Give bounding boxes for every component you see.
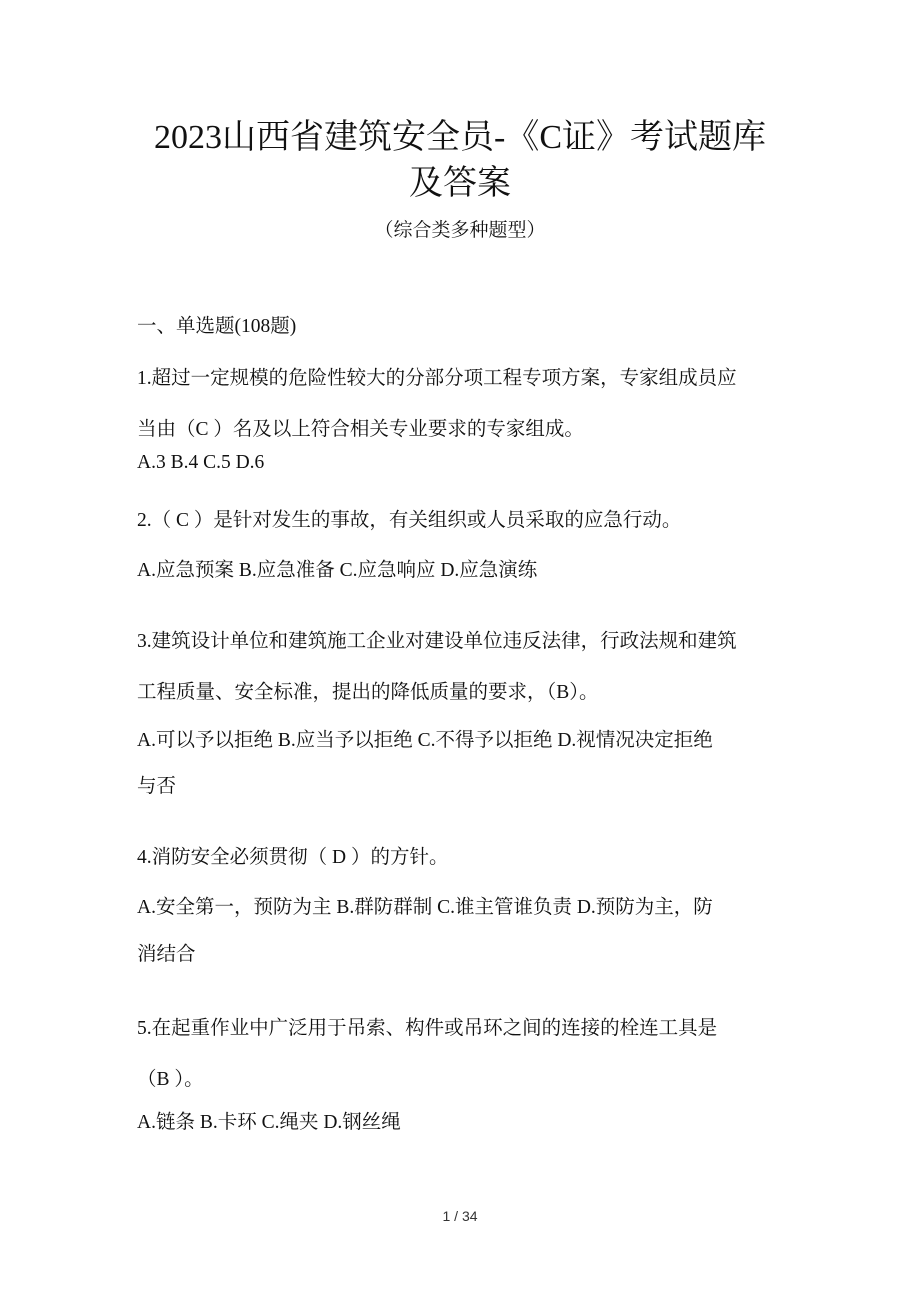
question-options: A.3 B.4 C.5 D.6 — [137, 452, 265, 473]
question-text: 3.建筑设计单位和建筑施工企业对建设单位违反法律，行政法规和建筑 — [137, 631, 737, 652]
section-heading: 一、单选题(108题) — [137, 316, 297, 337]
question-text: 1.超过一定规模的危险性较大的分部分项工程专项方案，专家组成员应 — [137, 368, 737, 389]
question-options: A.链条 B.卡环 C.绳夹 D.钢丝绳 — [137, 1112, 401, 1133]
page-number: 1 / 34 — [442, 1208, 478, 1224]
question-text: 工程质量、安全标准，提出的降低质量的要求，（B）。 — [137, 682, 599, 703]
document-title-line2: 及答案 — [409, 165, 511, 202]
question-text: 当由（C ）名及以上符合相关专业要求的专家组成。 — [137, 419, 584, 440]
question-text: （B ）。 — [137, 1069, 204, 1090]
document-title-line1: 2023山西省建筑安全员-《C证》考试题库 — [154, 119, 766, 156]
question-options: 消结合 — [137, 944, 196, 965]
question-options: 与否 — [137, 776, 177, 797]
question-text: 2.（ C ）是针对发生的事故，有关组织或人员采取的应急行动。 — [137, 510, 682, 531]
document-subtitle: （综合类多种题型） — [374, 220, 546, 241]
question-options: A.可以予以拒绝 B.应当予以拒绝 C.不得予以拒绝 D.视情况决定拒绝 — [137, 730, 713, 751]
question-text: 4.消防安全必须贯彻（ D ）的方针。 — [137, 847, 449, 868]
question-options: A.安全第一，预防为主 B.群防群制 C.谁主管谁负责 D.预防为主，防 — [137, 897, 713, 918]
question-options: A.应急预案 B.应急准备 C.应急响应 D.应急演练 — [137, 560, 538, 581]
question-text: 5.在起重作业中广泛用于吊索、构件或吊环之间的连接的栓连工具是 — [137, 1018, 718, 1039]
